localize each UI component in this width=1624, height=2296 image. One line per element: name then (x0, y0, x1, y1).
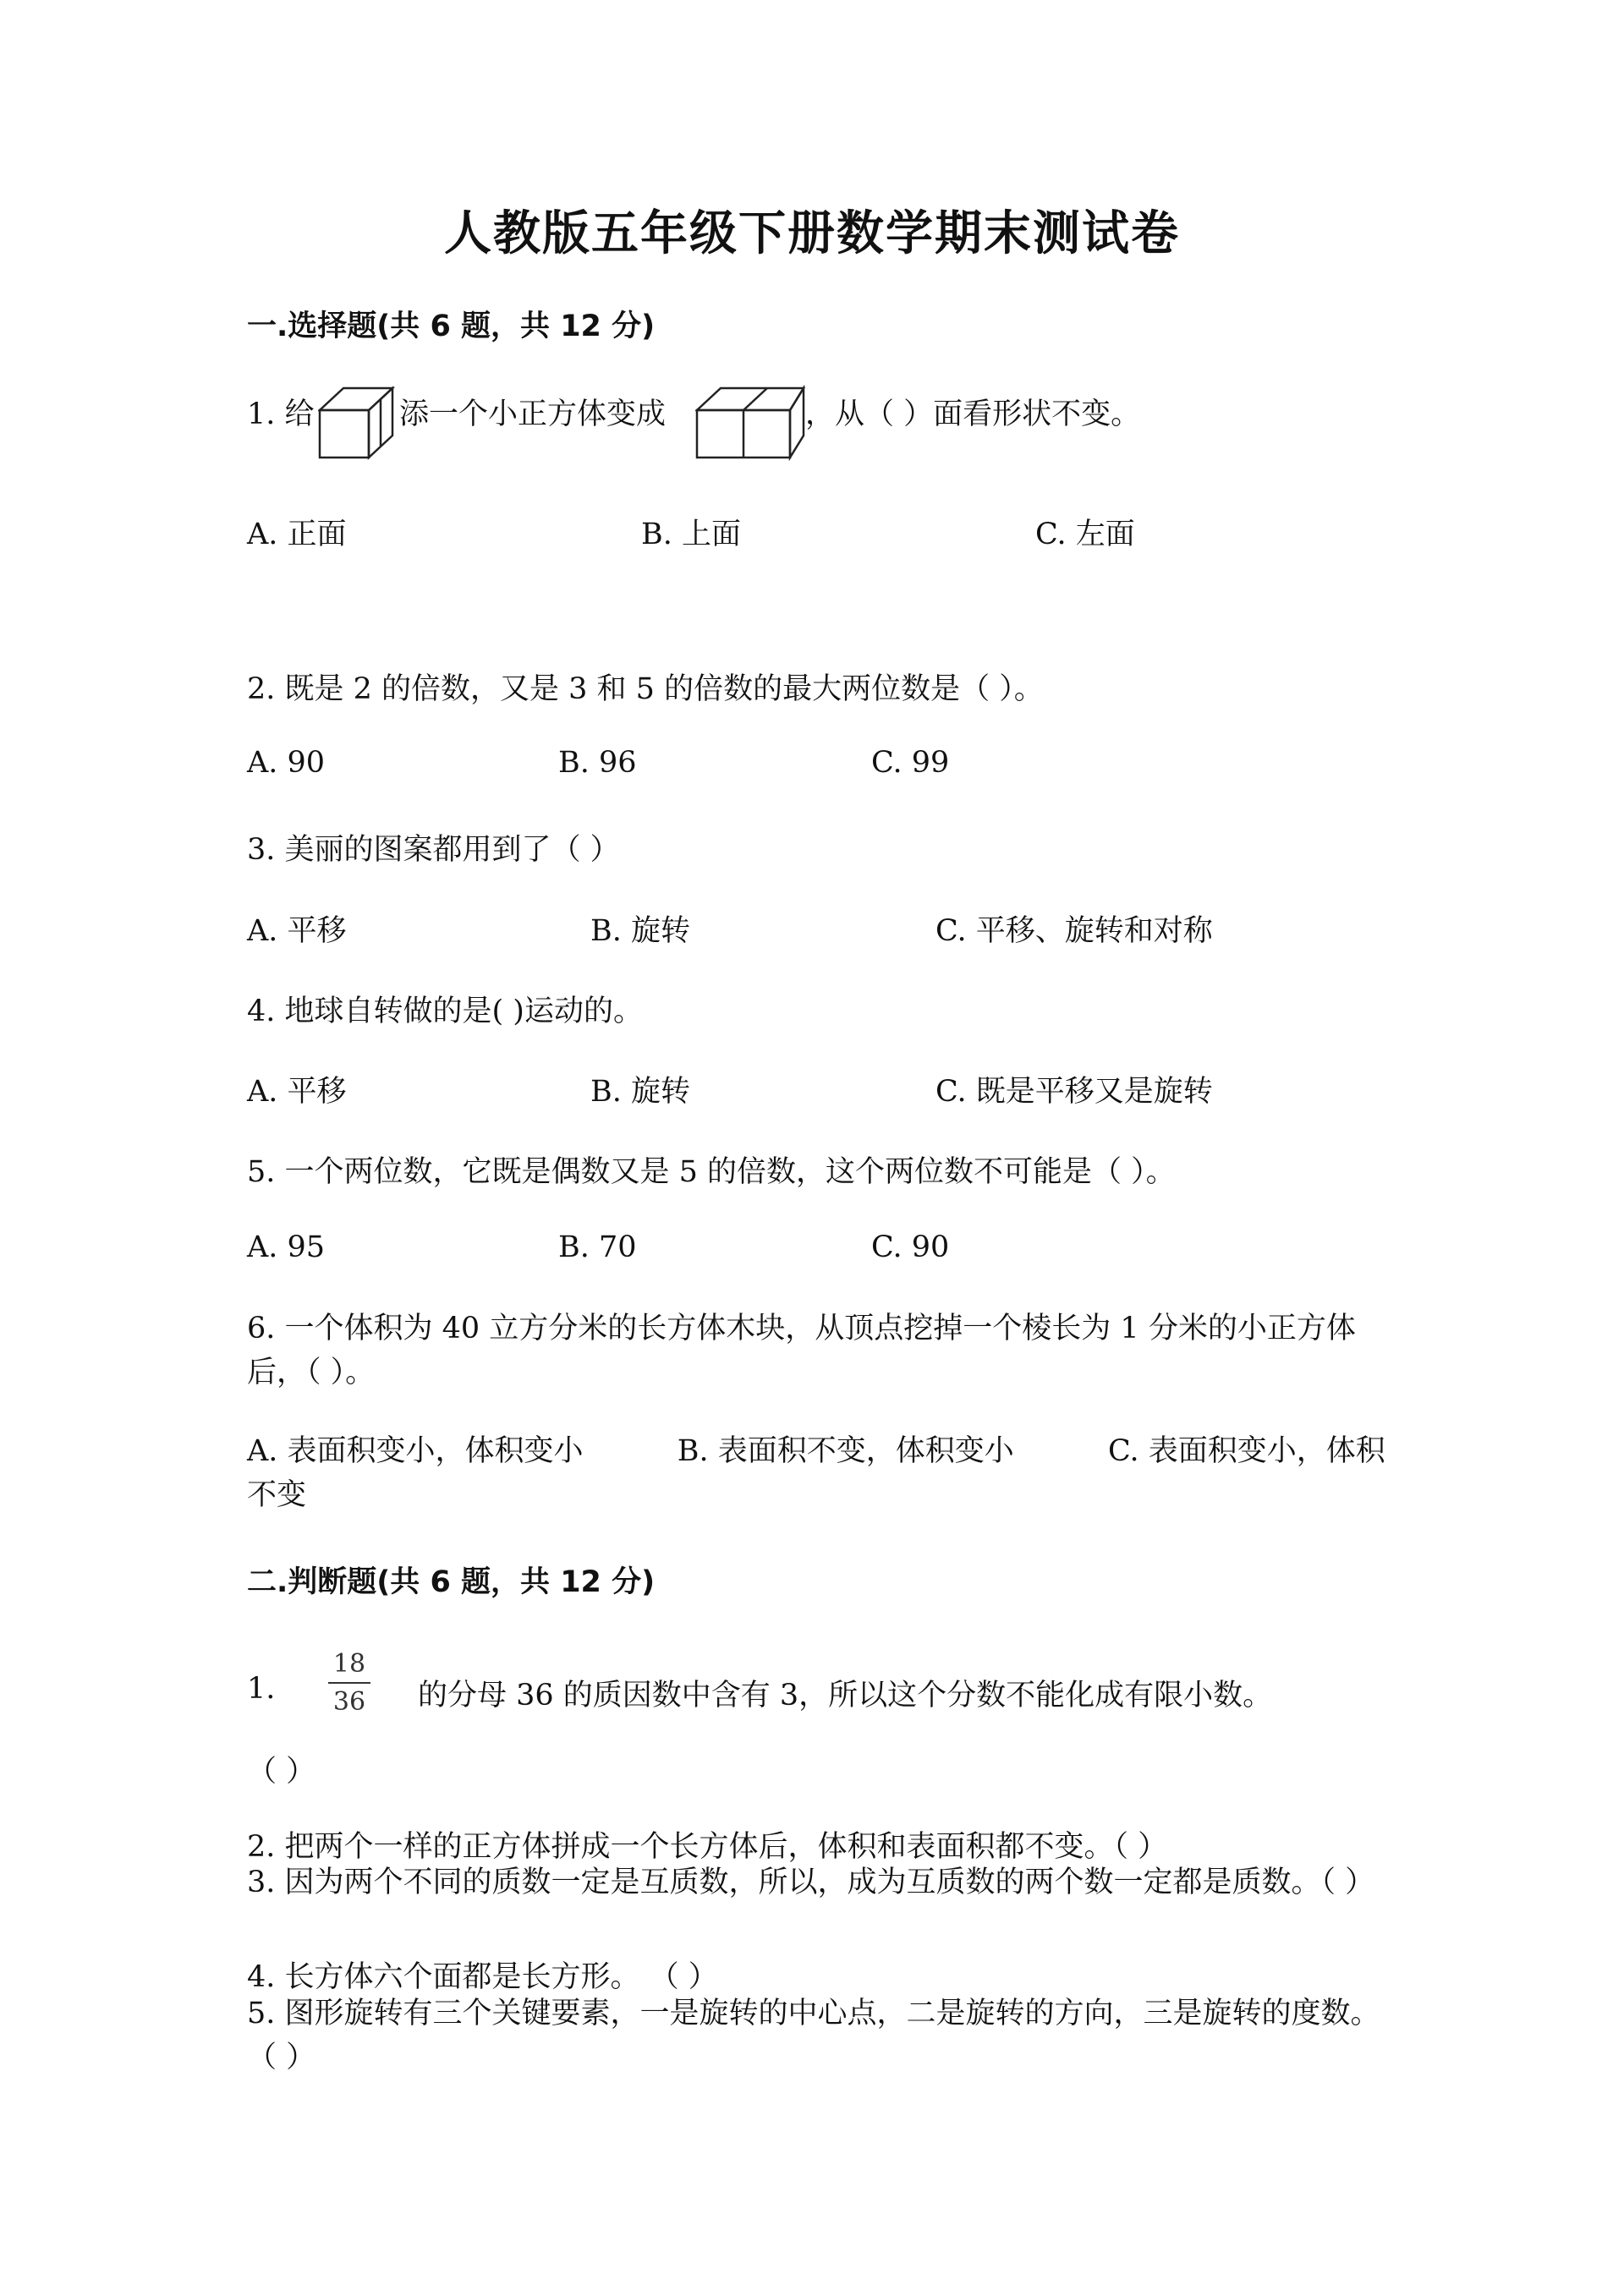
question-3-option-c: C. 平移、旋转和对称 (935, 914, 1213, 948)
question-1-option-b: B. 上面 (641, 518, 741, 551)
double-cube-figure (695, 385, 805, 461)
judgment-4-stem: 4. 长方体六个面都是长方形。 （ ） (247, 1960, 718, 1994)
judgment-1-number: 1. (247, 1672, 276, 1706)
question-6-stem: 6. 一个体积为 40 立方分米的长方体木块，从顶点挖掉一个棱长为 1 分米的小正方体后，（ ）。 (247, 1312, 1356, 1389)
question-5-option-a: A. 95 (247, 1230, 326, 1264)
fraction-denominator: 36 (332, 1687, 366, 1717)
fraction-bar (328, 1682, 370, 1684)
judgment-1-blank: （ ） (247, 1755, 316, 1789)
judgment-3-stem: 3. 因为两个不同的质数一定是互质数，所以，成为互质数的两个数一定都是质数。（ ） (247, 1866, 1375, 1899)
question-1-option-a: A. 正面 (247, 518, 347, 551)
question-4-option-b: B. 旋转 (590, 1075, 690, 1109)
judgment-1-stem: 的分母 36 的质因数中含有 3，所以这个分数不能化成有限小数。 (418, 1679, 1273, 1712)
question-3-option-a: A. 平移 (247, 914, 347, 948)
question-2-option-b: B. 96 (558, 746, 637, 780)
judgment-5-stem: 5. 图形旋转有三个关键要素，一是旋转的中心点，二是旋转的方向，三是旋转的度数。 （ ） (247, 1997, 1380, 2074)
question-4-option-a: A. 平移 (247, 1075, 347, 1109)
question-2-option-c: C. 99 (871, 746, 950, 780)
question-3-stem: 3. 美丽的图案都用到了（ ） (247, 833, 620, 867)
question-5-option-c: C. 90 (871, 1230, 950, 1264)
single-cube-figure (318, 385, 399, 461)
page-title: 人教版五年级下册数学期末测试卷 (444, 206, 1180, 261)
question-1-option-c: C. 左面 (1035, 518, 1135, 551)
fraction-18-36 (328, 1649, 370, 1717)
question-3-option-b: B. 旋转 (590, 914, 690, 948)
section-heading-choice: 一.选择题(共 6 题，共 12 分) (247, 310, 656, 343)
question-1-stem-part1: 1. 给 (247, 397, 315, 431)
question-5-stem: 5. 一个两位数，它既是偶数又是 5 的倍数，这个两位数不可能是（ ）。 (247, 1155, 1176, 1189)
question-6-options: A. 表面积变小，体积变小 B. 表面积不变，体积变小 C. 表面积变小，体积不变 (247, 1434, 1385, 1512)
judgment-2-stem: 2. 把两个一样的正方体拼成一个长方体后，体积和表面积都不变。（ ） (247, 1830, 1168, 1864)
question-1-stem-part3: ，从（ ）面看形状不变。 (805, 397, 1141, 431)
question-5-option-b: B. 70 (558, 1230, 637, 1264)
question-4-option-c: C. 既是平移又是旋转 (935, 1075, 1213, 1109)
fraction-numerator: 18 (332, 1649, 366, 1679)
question-4-stem: 4. 地球自转做的是( )运动的。 (247, 995, 643, 1028)
question-1-stem-part2: 添一个小正方体变成 (399, 397, 667, 431)
section-heading-judgment: 二.判断题(共 6 题，共 12 分) (247, 1565, 656, 1599)
question-2-stem: 2. 既是 2 的倍数，又是 3 和 5 的倍数的最大两位数是（ ）。 (247, 672, 1044, 706)
question-2-option-a: A. 90 (247, 746, 326, 780)
